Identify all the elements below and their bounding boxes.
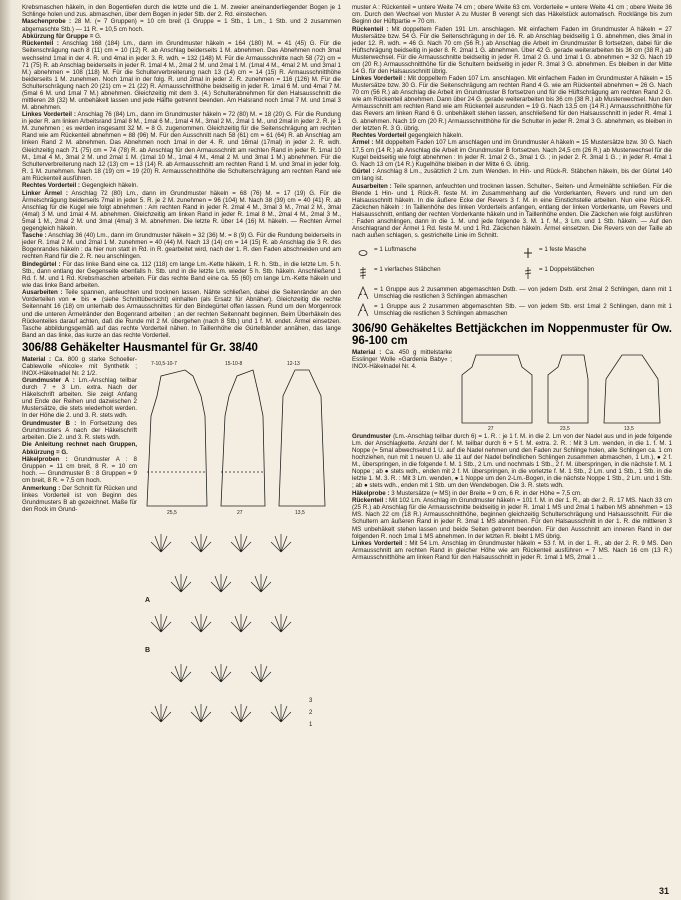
legend-item: = 1 Gruppe aus 2 zusammen abgemaschten Dstb. — von jedem Dstb. erst 2mal 2 Schlingen, dann mit 1 Umschlag die restlichen 3 Schlingen abmaschen <box>352 286 672 300</box>
ausarbeiten-right: Ausarbeiten : Teile spannen, anfeuchten und trocknen lassen. Schulter-, Seiten- und Ärmelnähte schließen. Für die Blende 1 Hin- und 1 Rück-R. feste M. im Zusammenhang auf die Vorderkanten, Revers und rund um den Halsausschnitt häkeln. In die äußere Ecke der Revers 3 f. M. in eine Einstichstelle arbeiten. Nun eine Rück-R. Zäckchen häkeln : In Taillenhöhe des linken Vorderteils anfangen, entlang der linken Vorderkante, um Revers und Halsausschnitt, entlang der rechten Vorderkante häkeln und in Taillenhöhe enden. Die Zäckchen wie folgt ausführen : Faden anschlingen, dann in die 1. M. und jede folgende 3. M. 1 f. M., 3 Lm. und 1 Stb. häkeln. — Auf den Anschlagrand der Ärmel 1 Rd. feste M. und 1 Rd. Zäckchen häkeln. Ärmel einsetzen. Die Revers von der Taille ab nach außen schlagen, s. gestrichelte Linie im Schnitt. <box>352 182 672 239</box>
hausmantel-figures <box>141 356 341 737</box>
double-treble-icon <box>517 266 539 280</box>
fan-row-5 <box>151 704 291 722</box>
bettjaeckchen-schematic <box>456 349 671 431</box>
dim-top-2: 15-10-8 <box>225 360 243 367</box>
rueckenteil-right: Rückenteil : Mit doppeltem Faden 191 Lm. anschlagen. Mit einfachem Faden im Grundmuster A häkeln = 27 Mustersätze bzw. 54 G. Für die Seitenschrägung in der 16. R. ab Anschlag beidseitig 1 G. abnehmen, dies 3mal in jeder 12. R. wdh. = 46 G. Nach 70 cm (56 R.) ab Anschlag die Arbeit im Grundmuster B fortsetzen, dabei für die Hüftschrägung beidseitig in jeder 8. R. 2mal 1 G. abnehmen. Über 42 G. gerade weiterarbeiten bis 36 cm (38 R.) ab Musterwechsel. Für die Armausschnitte beidseitig in jeder R. 1mal 2 G. und 1mal 1 G. abnehmen = 32 G. Nach 19 cm (20 R.) Armausschnitthöhe für die Schultern beidseitig in jeder R. 3mal 3 G. abnehmen. Es bleiben in der Mitte 14 G. für den Halsausschnitt übrig. <box>352 25 672 75</box>
continuation: muster A : Rückenteil = untere Weite 74 cm ; obere Weite 63 cm. Vorderteile = untere Weite 41 cm ; obere Weite 36 cm. Durch den Wechsel von Muster A zu Muster B verengt sich das Häkelstück automatisch. Rocklänge bis zum Beginn der Hüftpartie = 70 cm. <box>352 4 672 26</box>
material: Material : Ca. 800 g starke Schoeller-Cablewolle »Nicole« mit Synthetik ; INOX-Häkelnadel Nr. 2 1/2. <box>22 355 137 377</box>
row-label-2: 2 <box>309 709 313 716</box>
rechtes-vorderteil: Rechtes Vorderteil : Gegengleich häkeln. <box>22 182 139 190</box>
guertel-right: Gürtel : Anschlag 8 Lm., zusätzlich 2 Lm. zum Wenden. In Hin- und Rück-R. Stäbchen häkeln, bis der Gürtel 140 cm lang ist. <box>352 168 672 183</box>
material-right: Material : Ca. 450 g mittelstarke Esslinger Wolle »Gardenia Baby« ; INOX-Häkelnadel Nr. 4. <box>352 349 452 371</box>
jacket-dim-2: 23,5 <box>560 426 570 432</box>
jacket-dim-3: 13,5 <box>624 426 634 432</box>
legend-item: = 1 Doppelstäbchen <box>517 266 672 280</box>
linker-aermel: Linker Ärmel : Anschlag 72 (80) Lm., dann im Grundmuster häkeln = 68 (76) M. = 17 (19) G. Für die Ärmelschrägung beiderseits 7mal in jeder 5. R. je 2 M. zunehmen = 96 (104) M. Nach 38 (39) cm = 40 (41) R. ab Anschlag für die Kugel wie folgt abnehmen : Am rechten Rand in jeder R. 2mal 4 M., 3mal 3 M., 7mal 2 M., 3mal (4mal) 3 M. und 1mal 4 M. abnehmen. Gleichzeitig am linken Rand in jeder R. 1mal 8 M., 2mal 4 M., 2mal 3 M., 5mal 1 M., 2mal 2 M. und 3mal (4mal) 3 M. abnehmen. Die letzte R. über 14 (16) M. häkeln. — Rechten Ärmel gegengleich häkeln. <box>22 189 341 232</box>
anleitung: Die Anleitung rechnet nach Gruppen, Abkürzung = G. <box>22 441 137 456</box>
rueckenteil2-right: Rückenteil : Mit 102 Lm. Anschlag im Grundmuster häkeln = 101 f. M. in der 1. R., ab der 2. R. 17 MS. Nach 33 cm (25 R.) ab Anschlag für die Armausschnitte beidseitig in jeder R. 1mal 1 MS und 2mal 1 halben MS abnehmen = 13 MS. Nach 22 cm (18 R.) Armausschnitthöhe, beginnen gleichzeitig Schulterschrägung und Halsausschnitt. Für die Schultern am äußeren Rand in jeder R. 3mal 1 MS abnehmen. Für den Halsausschnitt in der 1. R. die mittleren 3 MS unbehäkelt stehen lassen und beide Seiten getrennt beenden. Für den Ausschnitt am inneren Rand in der folgenden R. noch 1mal 1 MS abnehmen. In der letzten R. bleibt 1 MS übrig. <box>352 497 672 540</box>
fan-row-2 <box>171 574 271 592</box>
row-label-3: 3 <box>309 697 313 704</box>
bettjaeckchen-text <box>352 349 452 433</box>
crochet-chart-svg <box>141 522 341 737</box>
legend-item: = 1 feste Masche <box>517 246 672 260</box>
schematic-svg <box>141 356 341 516</box>
pattern-label-b: B <box>145 646 151 654</box>
jacket-front-outline <box>548 355 588 423</box>
bindeguertel: Bindegürtel : Für das linke Band eine ca. 112 (118) cm lange Lm.-Kette häkeln, 1 R. h. Stb., in die letzte Lm. 5 h. Stb., dann entlang der Gegenseite ebenfalls h. Stb. und in die letzte Lm. wieder 5 h. Stb. häkeln. Anschließend 1 Rd. f. M. und 1 Rd. Krebsmaschen arbeiten. Für das rechte Band eine ca. 55 (60) cm lange Lm.-Kette häkeln und wie das linke Band arbeiten. <box>22 260 341 289</box>
fan-row-3 <box>151 614 291 632</box>
haekelprobe-right: Häkelprobe : 3 Mustersätze (= MS) in der Breite = 9 cm, 6 R. in der Höhe = 7,5 cm. <box>352 489 582 497</box>
grundmuster-a: Grundmuster A : Lm.-Anschlag teilbar durch 7 + 3 Lm. extra. Nach der Häkelschrift arbeiten. Sie zeigt Anfang und Ende der Reihen und dazwischen 2 Mustersätze, die stets wiederholt werden. In der Höhe die 2. und 3. R. stets wdh. <box>22 377 137 420</box>
right-column <box>352 4 672 894</box>
jacket-back-outline <box>462 355 532 423</box>
grundmuster-b: Grundmuster B : In Fortsetzung des Grundmusters A nach der Häkelschrift arbeiten. Die 2. und 3. R. stets wdh. <box>22 419 137 442</box>
legend-item: = 1 vierfaches Stäbchen <box>352 266 507 280</box>
intro-paragraph: Krebsmaschen häkeln, in den Bogentiefen durch die letzte und die 1. M. zweier aneinanderliegender Bogen je 1 Schlinge holen und zus. abmaschen, über dem Bogen in jeder Stb. der 2. Rd. einstechen. <box>22 4 341 19</box>
jacket-dim-1: 27 <box>488 426 494 432</box>
fan-row-4 <box>171 664 271 682</box>
chain-icon <box>352 246 374 260</box>
hausmantel-section <box>22 356 341 737</box>
tasche: Tasche : Anschlag 36 (40) Lm., dann im Grundmuster häkeln = 32 (36) M. = 8 (9) G. Für die Rundung beiderseits in jeder R. 1mal 2 M. und 2mal 1 M. zunehmen = 40 (44) M. Nach 13 (14) cm = 14 (15) R. ab Anschlag die 3 R. des Bogenrandes häkeln : da hier nun statt in Rd. in R. gearbeitet wird, nach der 1. R. den Faden abschneiden und am rechten Rand für die 2. R. neu anschlingen. <box>22 232 341 261</box>
row-label-1: 1 <box>309 721 313 728</box>
single-crochet-icon <box>517 246 539 260</box>
legend-item: = 1 Luftmasche <box>352 246 507 260</box>
sleeve-outline <box>279 370 325 506</box>
linkes-vorderteil: Linkes Vorderteil : Anschlag 76 (84) Lm., dann im Grundmuster häkeln = 72 (80) M. = 18 (20) G. Für die Rundung in jeder R. am linken Arbeitsrand 1mal 8 M., 1mal 6 M., 1mal 4 M., 3mal 2 M., 2mal 1 M., und 2mal in jeder 2. R. je 1 M. zunehmen ; es werden insgesamt 32 M. = 8 G. zugenommen. Gleichzeitig für die Seitenschrägung am rechten Rand wie am Rückenteil abnehmen = 88 (96) M. Für den Ausschnitt nach 58 (61) cm = 61 (64) R. ab Anschlag am linken Rand 2 M. abnehmen. Das Abnehmen noch 1mal in der 4. R. und 16mal (17mal) in jeder 2. R. wdh. Gleichzeitig nach 71 (75) cm = 74 (78) R. ab Anschlag für den Armausschnitt am rechten Rand in jeder R. 1mal 10 M., 1mal 4 M., 3mal 2 M. und 2mal 1 M. (1mal 10 M., 1mal 4 M., 4mal 2 M. und 3mal 1 M.) abnehmen. Für die Schulterverbreiterung nach 12 (13) cm = 13 (14) R. ab Armausschnitt am rechten Rand 1 M. und 3mal in jeder folg. R. 1 M. zunehmen. Nach 18 (19) cm = 19 (20) R. Armausschnitthöhe die Schulterschrägung am rechten Rand wie am Rückenteil ausführen. <box>22 111 341 182</box>
jacket-sleeve-outline <box>604 355 660 423</box>
rueckenteil: Rückenteil : Anschlag 168 (184) Lm., dann im Grundmuster häkeln = 164 (180) M. = 41 (45) G. Für die Seitenschrägung nach 8 (11) cm = 10 (12) R. ab Anschlag beiderseits 1 M. abnehmen. Das Abnehmen noch 3mal wechselnd 1mal in der 4. R. und 4mal in jeder 3. R. wdh. = 132 (148) M. Für die Armausschnitte nach 58 (72) cm = 71 (75) R. ab Anschlag beiderseits in jeder R. 1mal 4 M., 2mal 2 M. und 2mal 1 M. (1mal 4 M., 4mal 2 M. und 3mal 1 M.) abnehmen = 108 (118) M. Für die Schulterverbreiterung nach 13 (14) cm = 14 (15) R. Armausschnitthöhe beiderseits 1 M. zunehmen. Noch 1mal in der folg. R. und 2mal in jeder 2. R. zunehmen = 116 (126) M. Für die Schulterschrägung nach 20 (21) cm = 21 (22) R. Armausschnitthöhe beidseitig in jeder R. 1mal 6 M. und 4mal 7 M. (5mal 6 M. und 1mal 7 M.) abnehmen. Gleichzeitig mit dem 3. (4.) Schulterabnehmen für den Halsausschnitt die mittleren 28 (32) M. unbehäkelt lassen und jede Hälfte getrennt beenden. Am Halsrand noch 1mal 7 M. und 1mal 3 M. abnehmen. <box>22 40 341 111</box>
ausarbeiten: Ausarbeiten : Teile spannen, anfeuchten und trocknen lassen. Nähte schließen, dabei die Seitenränder an den Vorderteilen von ● bis ● (siehe Schnittübersicht) einhalten (als Ersatz für Abnäher). Gleichzeitig die rechte Seitennaht 16 (18) cm unterhalb des Armausschnittes für den Bindegürtel offen lassen. Rund um den Morgenrock und die unteren Ärmelränder den Bogenrand arbeiten ; an der rechten Seitennaht beginnen. Beim Überhäkeln des Rückenteiles darauf achten, daß die Runde mit 2 M. übergehen (nach 8 Stb.) und 1 f. M. endet. Ärmel einsetzen. Tasche abbildungsgemäß auf das rechte Vorderteil nähen. In Taillenhöhe die Gürtelbänder annähen, das lange Band an das linke, das kurze an das rechte Vorderteil. <box>22 289 341 339</box>
heading-306-90: 306/90 Gehäkeltes Bettjäckchen im Noppenmuster für Ow. 96-100 cm <box>352 323 672 348</box>
aermel-right: Ärmel : Mit doppeltem Faden 107 Lm anschlagen und im Grundmuster A häkeln = 15 Mustersätze bzw. 30 G. Nach 17,5 cm (14 R.) ab Anschlag die Arbeit im Grundmuster B fortsetzen. Nach 24,5 cm (26 R.) ab Musterwechsel für die Kugel beidseitig wie folgt abnehmen : In jeder R. 1mal 2 G., 3mal 1 G. ; in jeder 2. R. 3mal 1 G. ; in jeder R. 4mal 1 G. Nach 13 cm (14 R.) Kugelhöhe bleiben in der Mitte 6 G. übrig. <box>352 139 672 168</box>
dim-top-1: 7-10,5-10-7 <box>151 360 177 367</box>
group-tr-icon <box>352 303 374 317</box>
linkes-vorderteil-right: Linkes Vorderteil : Mit doppeltem Faden 107 Lm. anschlagen. Mit einfachem Faden im Grundmuster A häkeln = 15 Mustersätze bzw. 30 G. Für die Seitenschrägung am rechten Rand 4 G. wie am Rückenteil abnehmen = 26 G. Nach 70 cm (56 R.) ab Anschlag die Arbeit im Grundmuster B fortsetzen und für die Hüftschrägung am rechten Rand 2 G. wie am Rückenteil abnehmen. Dann über 24 G. gerade weiterarbeiten bis 36 cm (38 R.) ab Musterwechsel. Nun den Armausschnitt am rechten Rand wie am Rückenteil ausrunden = 19 G. Nach 13,5 cm (14 R.) Armausschnitthöhe für das Revers am linken Rand 6 G. unbehäkelt stehen lassen, anschließend für den Halsausschnitt in jeder R. 4mal 1 G. abnehmen. Nach 19 cm (20 R.) Armausschnitthöhe für die Schulter in jeder R. 2mal 3 G. abnehmen, es bleiben in der letzten R. 3 G. übrig. <box>352 75 672 132</box>
bettjaeckchen-figures <box>456 349 672 433</box>
pattern-label-a: A <box>145 596 151 604</box>
abkuerzung: Abkürzung für Gruppe = G. <box>22 32 102 40</box>
dim-top-3: 12-13 <box>287 360 300 367</box>
dim-bottom-mid: 27 <box>237 509 243 516</box>
haekelproben: Häkelproben : Grundmuster A : 8 Gruppen = 11 cm breit, 8 R. = 10 cm hoch. — Grundmuster B : 8 Gruppen = 9 cm breit, 8 R. = 7,5 cm hoch. <box>22 455 137 485</box>
crochet-chart <box>141 522 341 737</box>
page-gutter <box>0 0 10 900</box>
grundmuster-right: Grundmuster (Lm.-Anschlag teilbar durch 6) = 1. R. : je 1 f. M. in die 2. Lm von der Nadel aus und in jede folgende Lm. der Anschlagkette. Anzahl der f. M. teilbar durch 6 + 5 f. M. extra. 2. R. : Mit 3 Lm. wenden, in die 1. f. M. 1 Noppe (= 5mal abwechselnd 1 U. auf die Nadel nehmen und den Faden zur Schlinge holen, alle Schlingen ca. 1 cm hochziehen, nun mit 1 neuen U. alle 11 auf der Nadel befindlichen Schlingen zusammen abmaschen, 1 Lm.), ● 2 f. M., überspringen, in die folgende f. M. 1 Stb., 2 Lm. und nochmals 1 Stb., 2 f. M. überspringen, in die nächste f. M. 1 Noppe ; ab ● stets wdh., enden mit 2 f. M. überspringen, in die vorletzte f. M. 1 Stb., 2 Lm. und 1 Stb., 1 Stb. in die letzte 1. M. 3. R. : Mit 3 Lm. wenden, ● 1 Noppe um den 2-Lm.-Bogen, in die nächste Noppe 1 Stb., 2 Lm. und 1 Stb. ; ab ● stets wdh., enden mit 1 Stb. um den Wendebogen. Die 3. R. stets wdh. <box>352 433 672 490</box>
legend-item: = 1 Gruppe aus 2 zusammen abgemaschten Stb. — von jedem Stb. erst 1mal 2 Schlingen, dann mit 1 Umschlag die restlichen 3 Schlingen abmaschen <box>352 303 672 317</box>
fan-row-1 <box>151 534 291 552</box>
anmerkung: Anmerkung : Der Schnitt für Rücken und linkes Vorderteil ist von Beginn des Grundmusters B ab gezeichnet. Maße für den Rock im Grund- <box>22 484 137 513</box>
dim-bottom-left: 25,5 <box>167 509 177 516</box>
dim-bottom-right: 13,5 <box>295 509 305 516</box>
linkes-vorderteil2-right: Linkes Vorderteil : Mit 54 Lm. Anschlag im Grundmuster häkeln = 53 f. M. in der 1. R., ab der 2. R. 9 MS. Den Armausschnitt am rechten Rand in gleicher Höhe wie am Rückenteil ausführen = 7 MS. Nach 16 cm (13 R.) Armausschnitthöhe am linken Rand für den Halsausschnitt in jeder R. 1mal 1 MS, 2mal 1 ... <box>352 540 672 562</box>
back-piece-outline <box>147 370 207 506</box>
symbol-legend <box>352 243 672 317</box>
rechtes-vorderteil-right: Rechtes Vorderteil gegengleich häkeln. <box>352 132 463 140</box>
maschenprobe: Maschenprobe : 28 M. (= 7 Gruppen) = 10 cm breit (1 Gruppe = 1 Stb., 1 Lm., 1 Stb. und 2 zusammen abgemaschte Stb.) — 11 R. = 10,5 cm hoch. <box>22 18 341 33</box>
front-piece-outline <box>221 370 265 506</box>
hausmantel-text <box>22 356 137 737</box>
left-column <box>22 4 341 894</box>
group-dtr-icon <box>352 286 374 300</box>
hausmantel-schematic <box>141 356 341 516</box>
heading-306-88: 306/88 Gehäkelter Hausmantel für Gr. 38/40 <box>22 341 258 354</box>
quadruple-treble-icon <box>352 266 374 280</box>
bettjaeckchen-section <box>352 349 672 433</box>
page-number: 31 <box>658 886 669 896</box>
